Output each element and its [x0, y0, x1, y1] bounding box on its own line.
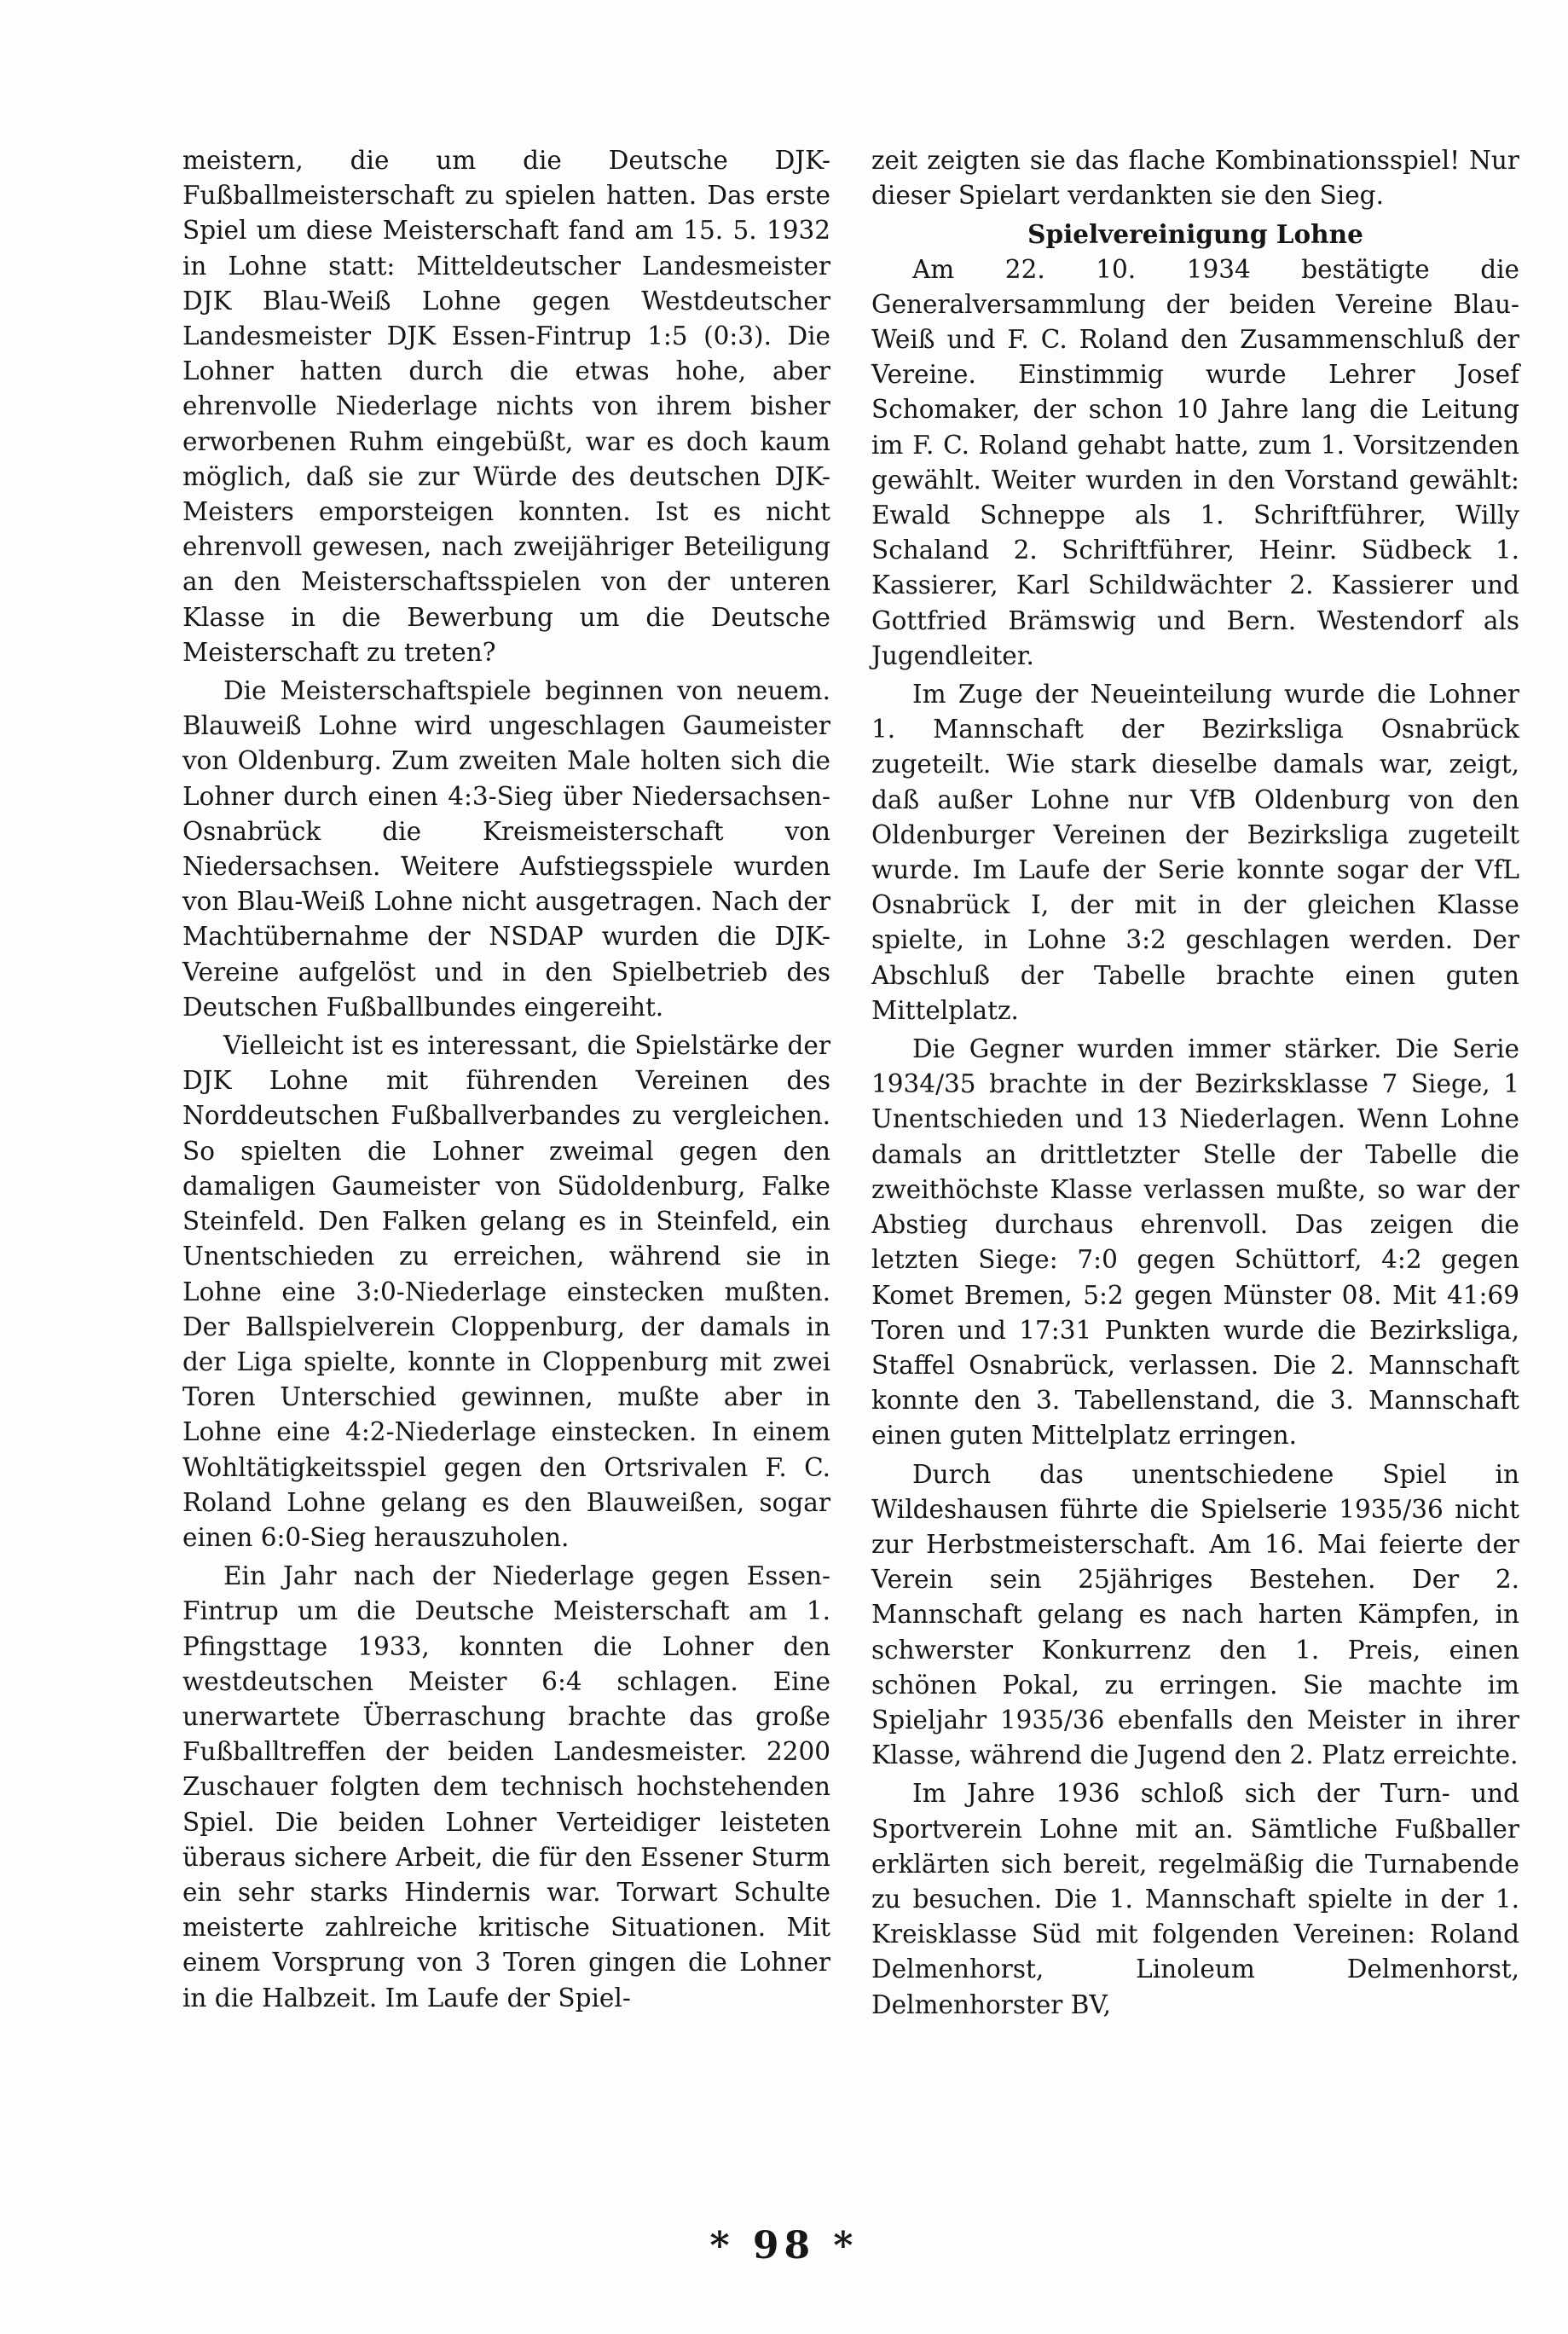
paragraph: Im Jahre 1936 schloß sich der Turn- und Sportverein Lohne mit an. Sämtliche Fußballer erklärten sich bereit, regelmäßig die Turnabende zu besuchen. Die 1. Mannschaft spielte in der 1. Kreisklasse Süd mit folgenden Vereinen: Roland Delmenhorst, Linoleum Delmenhorst, Delmenhorster BV, [871, 1779, 1519, 2019]
paragraph: zeit zeigten sie das flache Kombinationsspiel! Nur dieser Spielart verdankten sie den Sieg. [871, 146, 1519, 211]
paragraph: Durch das unentschiedene Spiel in Wildeshausen führte die Spielserie 1935/36 nicht zur Herbstmeisterschaft. Am 16. Mai feierte der Verein sein 25jähriges Bestehen. Der 2. Mannschaft gelang es nach harten Kämpfen, in schwerster Konkurrenz den 1. Preis, einen schönen Pokal, zu erringen. Sie machte im Spieljahr 1935/36 ebenfalls den Meister in ihrer Klasse, während die Jugend den 2. Platz erreichte. [871, 1459, 1519, 1770]
left-column [182, 143, 830, 2019]
paragraph: Die Gegner wurden immer stärker. Die Serie 1934/35 brachte in der Bezirksklasse 7 Siege, 1 Unentschieden und 13 Niederlagen. Wenn Lohne damals an drittletzter Stelle der Tabelle die zweithöchste Klasse verlassen mußte, so war der Abstieg durchaus ehrenvoll. Das zeigen die letzten Siege: 7:0 gegen Schüttorf, 4:2 gegen Komet Bremen, 5:2 gegen Münster 08. Mit 41:69 Toren und 17:31 Punkten wurde die Bezirksliga, Staffel Osnabrück, verlassen. Die 2. Mannschaft konnte den 3. Tabellenstand, die 3. Mannschaft einen guten Mittelplatz erringen. [871, 1034, 1519, 1451]
paragraph: Im Zuge der Neueinteilung wurde die Lohner 1. Mannschaft der Bezirksliga Osnabrück zugeteilt. Wie stark dieselbe damals war, zeigt, daß außer Lohne nur VfB Oldenburg von den Oldenburger Vereinen der Bezirksliga zugeteilt wurde. Im Laufe der Serie konnte sogar der VfL Osnabrück I, der mit in der gleichen Klasse spielte, in Lohne 3:2 geschlagen werden. Der Abschluß der Tabelle brachte einen guten Mittelplatz. [871, 680, 1519, 1025]
paragraph: Vielleicht ist es interessant, die Spielstärke der DJK Lohne mit führenden Vereinen des Norddeutschen Fußballverbandes zu vergleichen. So spielten die Lohner zweimal gegen den damaligen Gaumeister von Südoldenburg, Falke Steinfeld. Den Falken gelang es in Steinfeld, ein Unentschieden zu erreichen, während sie in Lohne eine 3:0-Niederlage einstecken mußten. Der Ballspielverein Cloppenburg, der damals in der Liga spielte, konnte in Cloppenburg mit zwei Toren Unterschied gewinnen, mußte aber in Lohne eine 4:2-Niederlage einstecken. In einem Wohltätigkeitsspiel gegen den Ortsrivalen F. C. Roland Lohne gelang es den Blauweißen, sogar einen 6:0-Sieg herauszuholen. [182, 1031, 830, 1552]
right-column [871, 143, 1519, 2026]
paragraph: Die Meisterschaftspiele beginnen von neuem. Blauweiß Lohne wird ungeschlagen Gaumeister von Oldenburg. Zum zweiten Male holten sich die Lohner durch einen 4:3-Sieg über Niedersachsen-Osnabrück die Kreismeisterschaft von Niedersachsen. Weitere Aufstiegsspiele wurden von Blau-Weiß Lohne nicht ausgetragen. Nach der Machtübernahme der NSDAP wurden die DJK-Vereine aufgelöst und in den Spielbetrieb des Deutschen Fußballbundes eingereiht. [182, 676, 830, 1022]
paragraph: meistern, die um die Deutsche DJK-Fußballmeisterschaft zu spielen hatten. Das erste Spiel um diese Meisterschaft fand am 15. 5. 1932 in Lohne statt: Mitteldeutscher Landesmeister DJK Blau-Weiß Lohne gegen Westdeutscher Landesmeister DJK Essen-Fintrup 1:5 (0:3). Die Lohner hatten durch die etwas hohe, aber ehrenvolle Niederlage nichts von ihrem bisher erworbenen Ruhm eingebüßt, war es doch kaum möglich, daß sie zur Würde des deutschen DJK-Meisters emporsteigen konnten. Ist es nicht ehrenvoll gewesen, nach zweijähriger Beteiligung an den Meisterschaftsspielen von der unteren Klasse in die Bewerbung um die Deutsche Meisterschaft zu treten? [182, 146, 830, 667]
page-number: * 98 * [709, 2224, 859, 2267]
paragraph: Ein Jahr nach der Niederlage gegen Essen-Fintrup um die Deutsche Meisterschaft am 1. Pfingsttage 1933, konnten die Lohner den westdeutschen Meister 6:4 schlagen. Eine unerwartete Überraschung brachte das große Fußballtreffen der beiden Landesmeister. 2200 Zuschauer folgten dem technisch hochstehenden Spiel. Die beiden Lohner Verteidiger leisteten überaus sichere Arbeit, die für den Essener Sturm ein sehr starks Hindernis war. Torwart Schulte meisterte zahlreiche kritische Situationen. Mit einem Vorsprung von 3 Toren gingen die Lohner in die Halbzeit. Im Laufe der Spiel- [182, 1561, 830, 2013]
paragraph: Am 22. 10. 1934 bestätigte die Generalversammlung der beiden Vereine Blau-Weiß und F. C. Roland den Zusammenschluß der Vereine. Einstimmig wurde Lehrer Josef Schomaker, der schon 10 Jahre lang die Leitung im F. C. Roland gehabt hatte, zum 1. Vorsitzenden gewählt. Weiter wurden in den Vorstand gewählt: Ewald Schneppe als 1. Schriftführer, Willy Schaland 2. Schriftführer, Heinr. Südbeck 1. Kassierer, Karl Schildwächter 2. Kassierer und Gottfried Brämswig und Bern. Westendorf als Jugendleiter. [871, 254, 1519, 670]
section-heading: Spielvereinigung Lohne [1027, 219, 1363, 250]
